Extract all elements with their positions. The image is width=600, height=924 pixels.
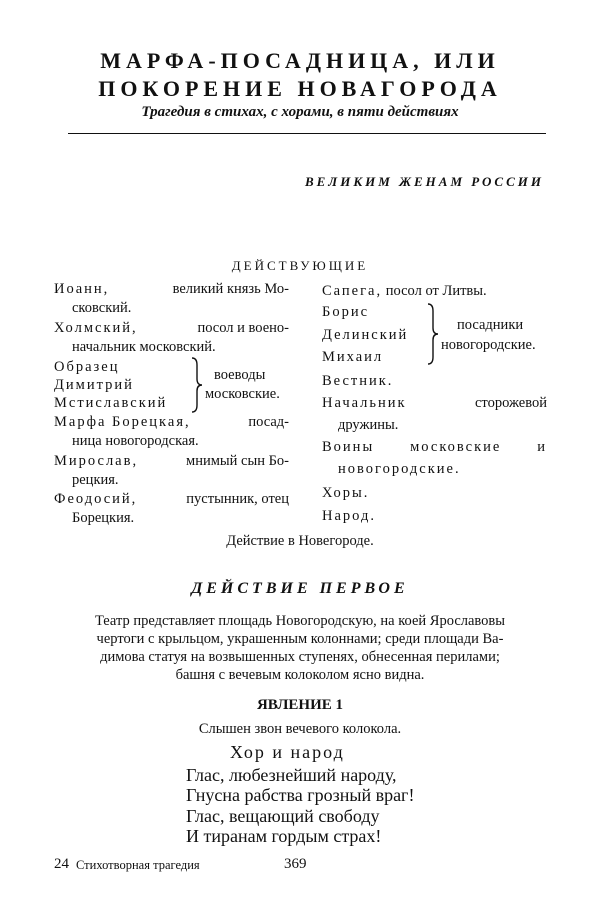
- dedication: ВЕЛИКИМ ЖЕНАМ РОССИИ: [304, 174, 544, 189]
- cast-feodosy-name: Феодосий,: [54, 491, 138, 507]
- cast-mstislavsky: Мстиславский: [54, 395, 168, 411]
- verse-line-1: Глас, любезнейший народу,: [186, 765, 397, 785]
- cast-marfa-name: Марфа Борецкая,: [54, 414, 191, 430]
- cast-nachalnik-cont: дружины.: [338, 417, 399, 433]
- cast-nachalnik: [322, 396, 547, 411]
- cast-marfa-cont: ница новогородская.: [72, 433, 199, 449]
- cast-dimitry: Димитрий: [54, 377, 134, 393]
- cast-ioann-name: Иоанн,: [54, 281, 110, 297]
- page-number: 369: [284, 856, 307, 872]
- cast-ioann-desc: великий князь Мо-: [172, 281, 289, 297]
- cast-kholmsky-name: Холмский,: [54, 320, 138, 336]
- cast-voiny: [322, 440, 547, 455]
- cast-sapega-name: Сапега,: [322, 283, 383, 299]
- cast-feodosy-cont: Борецкия.: [72, 510, 135, 526]
- cast-marfa: [54, 415, 289, 430]
- cast-feodosy: [54, 492, 289, 507]
- cast-vestnik: Вестник.: [322, 373, 394, 389]
- cast-nachalnik-1: Начальник: [322, 395, 407, 411]
- cast-voiny-2: московские: [410, 439, 502, 455]
- title-line-1: МАРФА-ПОСАДНИЦА, ИЛИ: [100, 48, 500, 73]
- cast-narod: Народ.: [322, 508, 376, 524]
- cast-miroslav-desc: мнимый сын Бо-: [186, 453, 289, 469]
- title-line-2: ПОКОРЕНИЕ НОВАГОРОДА: [98, 76, 502, 101]
- signature-number: 24: [54, 856, 69, 872]
- cast-kholmsky: [54, 321, 289, 336]
- cast-kholmsky-cont: начальник московский.: [72, 339, 216, 355]
- setting-line-3: димова статуя на возвышенных ступенях, обнесенная перилами;: [100, 649, 500, 665]
- voevody-label-2: московские.: [205, 386, 280, 402]
- cast-heading: ДЕЙСТВУЮЩИЕ: [231, 258, 369, 273]
- cast-feodosy-desc: пустынник, отец: [186, 491, 289, 507]
- setting-line-4: башня с вечевым колоколом ясно видна.: [175, 667, 425, 683]
- posadniki-label-2: новогородские.: [441, 337, 536, 353]
- cast-delinsky: Делинский: [322, 327, 409, 343]
- setting-line-1: Театр представляет площадь Новогородскую, на коей Ярославовы: [94, 613, 506, 629]
- cast-kholmsky-desc: посол и воено-: [197, 320, 289, 336]
- verse-line-4: И тиранам гордым страх!: [186, 826, 382, 846]
- voevody-brace: [190, 357, 204, 413]
- cast-ioann: [54, 282, 289, 297]
- title-rule: [68, 133, 546, 134]
- act-title: ДЕЙСТВИЕ ПЕРВОЕ: [191, 580, 409, 597]
- cast-miroslav-cont: рецкия.: [72, 472, 119, 488]
- cast-boris: Борис: [322, 304, 370, 320]
- cast-nachalnik-2: сторожевой: [475, 395, 547, 411]
- subtitle: Трагедия в стихах, с хорами, в пяти действиях: [141, 104, 459, 120]
- cast-obrazets: Образец: [54, 359, 120, 375]
- cast-ioann-cont: сковский.: [72, 300, 132, 316]
- setting-line-2: чертоги с крыльцом, украшенным колоннами; среди площади Ва-: [96, 631, 504, 647]
- cast-voiny-cont: новогородские.: [338, 461, 461, 477]
- cast-voiny-3: и: [537, 439, 547, 455]
- cast-miroslav-name: Мирослав,: [54, 453, 139, 469]
- verse-line-2: Гнусна рабства грозный враг!: [186, 785, 415, 805]
- cast-sapega: [322, 284, 487, 299]
- cast-miroslav: [54, 454, 289, 469]
- cast-marfa-desc: посад-: [248, 414, 289, 430]
- cast-voiny-1: Воины: [322, 439, 375, 455]
- stage-direction: Слышен звон вечевого колокола.: [198, 721, 402, 737]
- speaker: Хор и народ: [230, 742, 345, 762]
- cast-khory: Хоры.: [322, 485, 370, 501]
- verse-line-3: Глас, вещающий свободу: [186, 806, 380, 826]
- scene-title: ЯВЛЕНИЕ 1: [256, 697, 344, 713]
- cast-sapega-desc: посол от Литвы.: [385, 283, 487, 299]
- cast-place: Действие в Новегороде.: [226, 533, 374, 549]
- signature-text: Стихотворная трагедия: [76, 858, 200, 872]
- cast-mikhail: Михаил: [322, 349, 384, 365]
- voevody-label-1: воеводы: [214, 367, 266, 383]
- posadniki-label-1: посадники: [457, 317, 524, 333]
- posadniki-brace: [426, 303, 440, 365]
